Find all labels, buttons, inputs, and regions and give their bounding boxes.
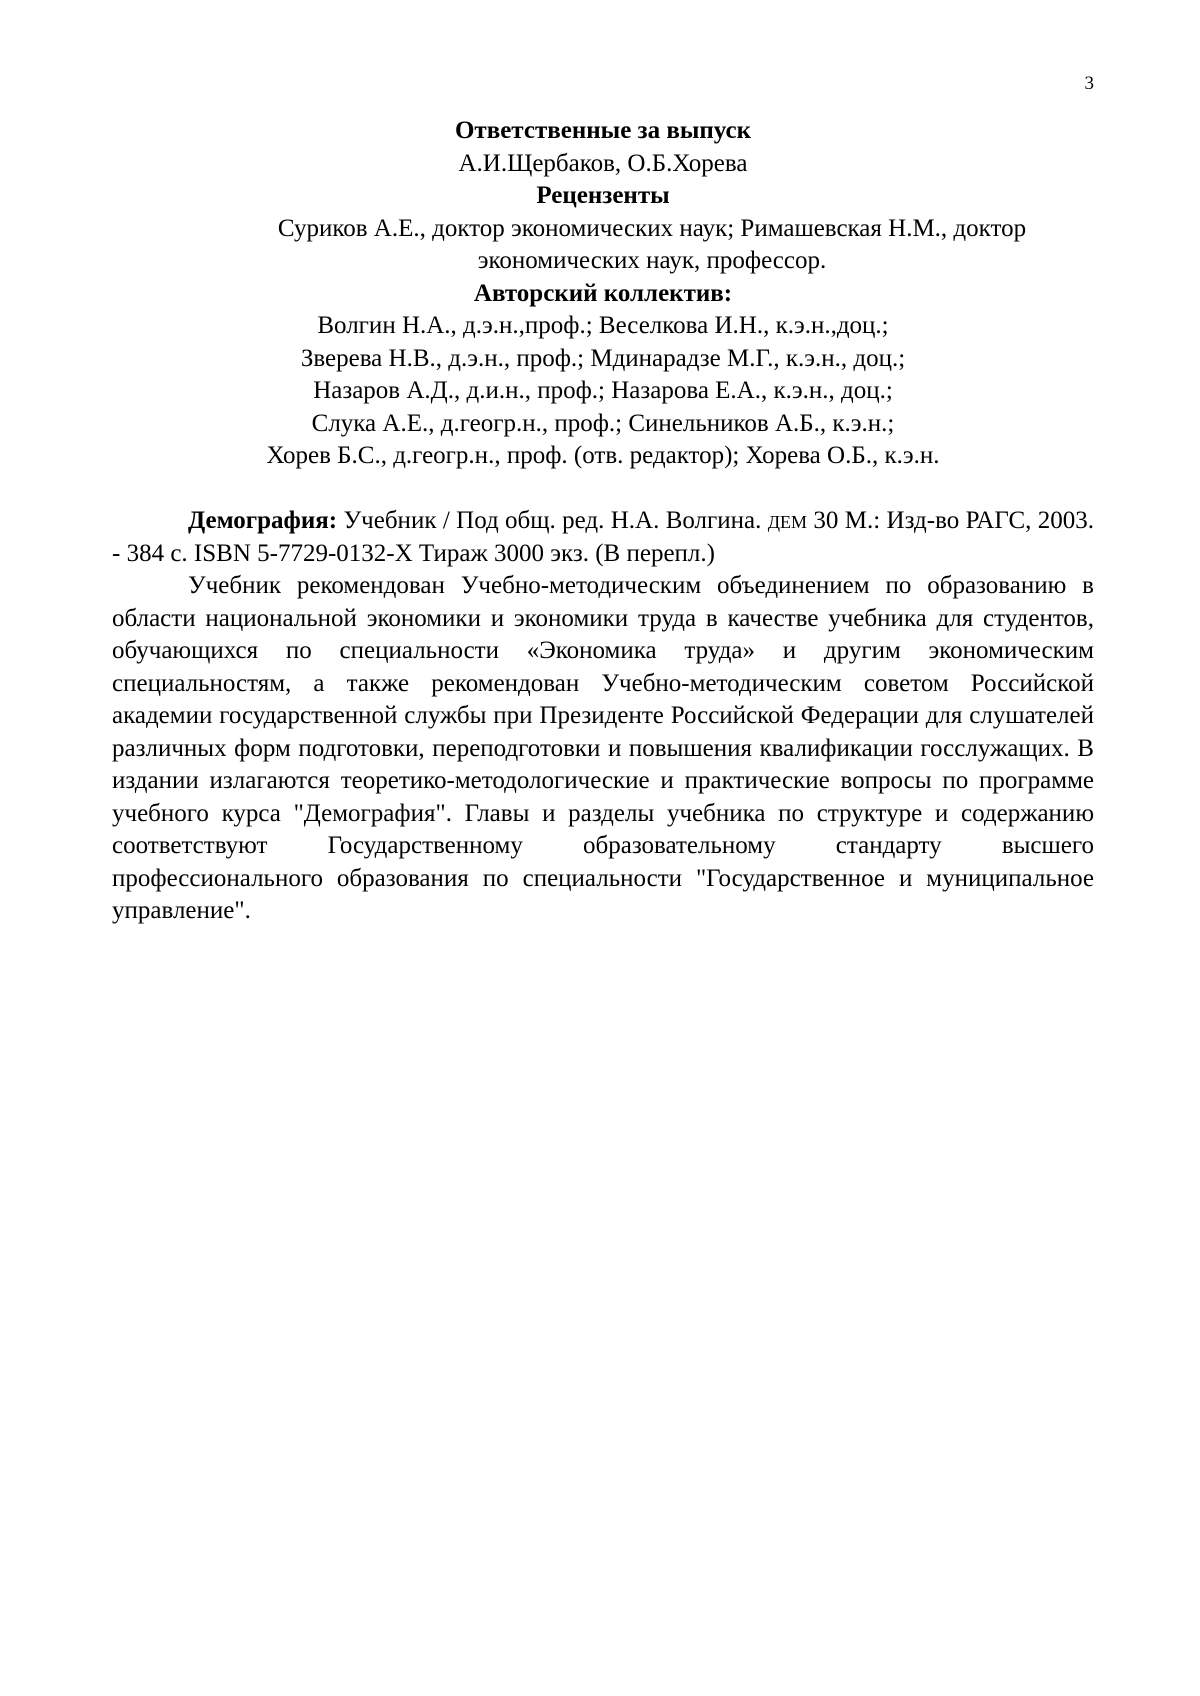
author-line: Зверева Н.В., д.э.н., проф.; Мдинарадзе М.Г., к.э.н., доц.; — [300, 344, 906, 372]
citation-text: Учебник / Под общ. ред. Н.А. Волгина. — [337, 507, 768, 534]
author-line: Волгин Н.А., д.э.н.,проф.; Веселкова И.Н., к.э.н.,доц.; — [317, 312, 889, 339]
citation-paragraph — [112, 505, 1094, 570]
description-paragraph: Учебник рекомендован Учебно-методическим объединением по образованию в области национальной экономики и экономики труда в качестве учебника для студентов, обучающихся по специальности «Экономика труда» и другим экономическим специальностям, а также рекомендован Учебно-методическим советом Российской академии государственной службы при Президенте Российской Федерации для слушателей различных форм подготовки, переподготовки и повышения квалификации госслужащих. В издании излагаются теоретико-методологические и практические вопросы по программе учебного курса "Демография". Главы и разделы учебника по структуре и содержанию соответствуют Государственному образовательному стандарту высшего профессионального образования по специальности "Государственное и муниципальное управление". — [112, 572, 1094, 924]
citation-code: дем — [767, 507, 808, 534]
reviewers-block — [112, 213, 1094, 278]
editors-heading: Ответственные за выпуск — [454, 117, 751, 144]
page-number: 3 — [1084, 73, 1094, 94]
reviewers-line: Суриков А.Е., доктор экономических наук; Римашевская Н.М., доктор — [277, 214, 1027, 242]
authors-heading: Авторский коллектив: — [473, 279, 733, 307]
book-title: Демография: — [188, 507, 338, 534]
citation-text: 30 М.: Изд-во РАГС, 2003. - 384 с. ISBN 5-7729-0132-Х Тираж 3000 экз. (В перепл.) — [112, 507, 1094, 567]
author-line: Хорев Б.С., д.геогр.н., проф. (отв. редактор); Хорева О.Б., к.э.н. — [266, 442, 940, 469]
credits-block — [112, 115, 1094, 473]
reviewers-line: экономических наук, профессор. — [477, 247, 827, 274]
abstract-block — [112, 505, 1094, 928]
author-line: Слука А.Е., д.геогр.н., проф.; Синельников А.Б., к.э.н.; — [311, 409, 895, 437]
reviewers-heading: Рецензенты — [536, 182, 670, 209]
editors-names: А.И.Щербаков, О.Б.Хорева — [458, 149, 748, 177]
author-line: Назаров А.Д., д.и.н., проф.; Назарова Е.А., к.э.н., доц.; — [313, 377, 893, 404]
